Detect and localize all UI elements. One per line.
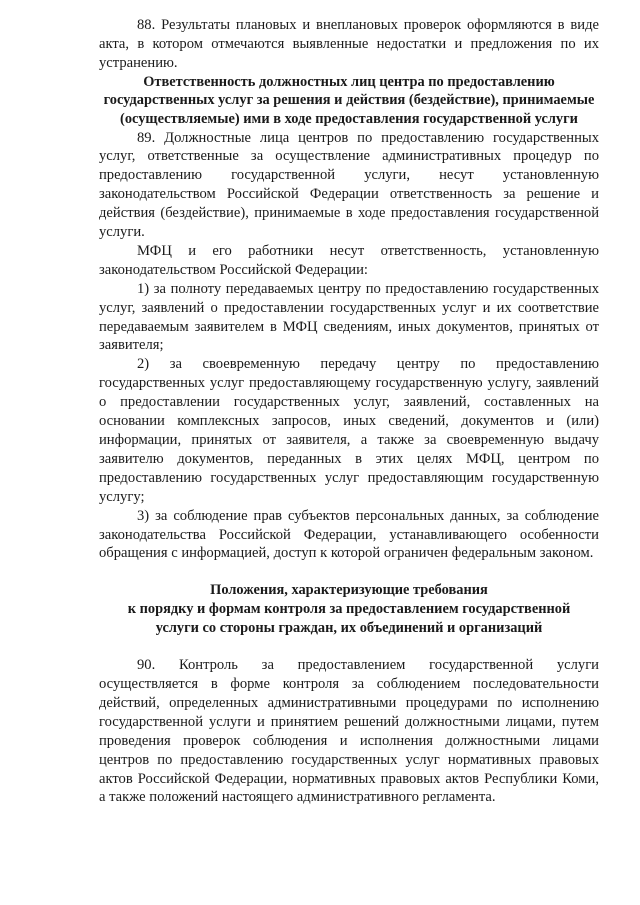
- paragraph-90: 90. Контроль за предоставлением государственной услуги осуществляется в форме контроля за соблюдением последовательности действий, определенных административными процедурами по исполнению государственной услуги и принятием решений должностными лицами, путем проведения проверок соблюдения и исполнения должностными лицами центров по предоставлению государственных услуг нормативных правовых актов Российской Федерации, нормативных правовых актов Республики Коми, а также положений настоящего административного регламента.: [99, 657, 599, 806]
- section-heading-control: [99, 581, 599, 637]
- paragraph-88: 88. Результаты плановых и внеплановых проверок оформляются в виде акта, в котором отмечаются выявленные недостатки и предложения по их устранению.: [99, 17, 599, 71]
- section-heading-control-line-2: к порядку и формам контроля за предоставлением государственной: [127, 600, 571, 617]
- section-heading-responsibility: Ответственность должностных лиц центра по предоставлению государственных услуг за решения и действия (бездействие), принимаемые (осуществляемые) ими в ходе предоставления государственной услуги: [103, 73, 595, 127]
- document-body: [99, 16, 599, 807]
- section-heading-control-line-3: услуги со стороны граждан, их объединений и организаций: [155, 619, 543, 636]
- list-item-2: 2) за своевременную передачу центру по предоставлению государственных услуг предоставляющему государственную услугу, заявлений о предоставлении государственных услуг, заявлений, составленных на основании комплексных запросов, иных сведений, документов и (или) информации, принятых от заявителя, а также за своевременную выдачу заявителю документов, переданных в этих целях МФЦ, центром по предоставлению государственных услуг предоставляющим государственную услугу;: [99, 356, 599, 505]
- list-item-3: 3) за соблюдение прав субъектов персональных данных, за соблюдение законодательства Российской Федерации, устанавливающего особенности обращения с информацией, доступ к которой ограничен федеральным законом.: [99, 507, 599, 562]
- section-heading-control-line-1: Положения, характеризующие требования: [210, 582, 488, 599]
- list-item-1: 1) за полноту передаваемых центру по предоставлению государственных услуг, заявлений о предоставлении государственных услуг и их соответствие передаваемым заявителем в МФЦ сведениям, иных документов, принятых от заявителя;: [99, 280, 599, 354]
- paragraph-89: 89. Должностные лица центров по предоставлению государственных услуг, ответственные за осуществление административных процедур по предоставлению государственной услуги, несут установленную законодательством Российской Федерации ответственность за решение и действия (бездействие), принимаемые в ходе предоставления государственной услуги.: [99, 129, 599, 241]
- paragraph-mfc-responsibility: МФЦ и его работники несут ответственность, установленную законодательством Российской Федерации:: [99, 242, 599, 278]
